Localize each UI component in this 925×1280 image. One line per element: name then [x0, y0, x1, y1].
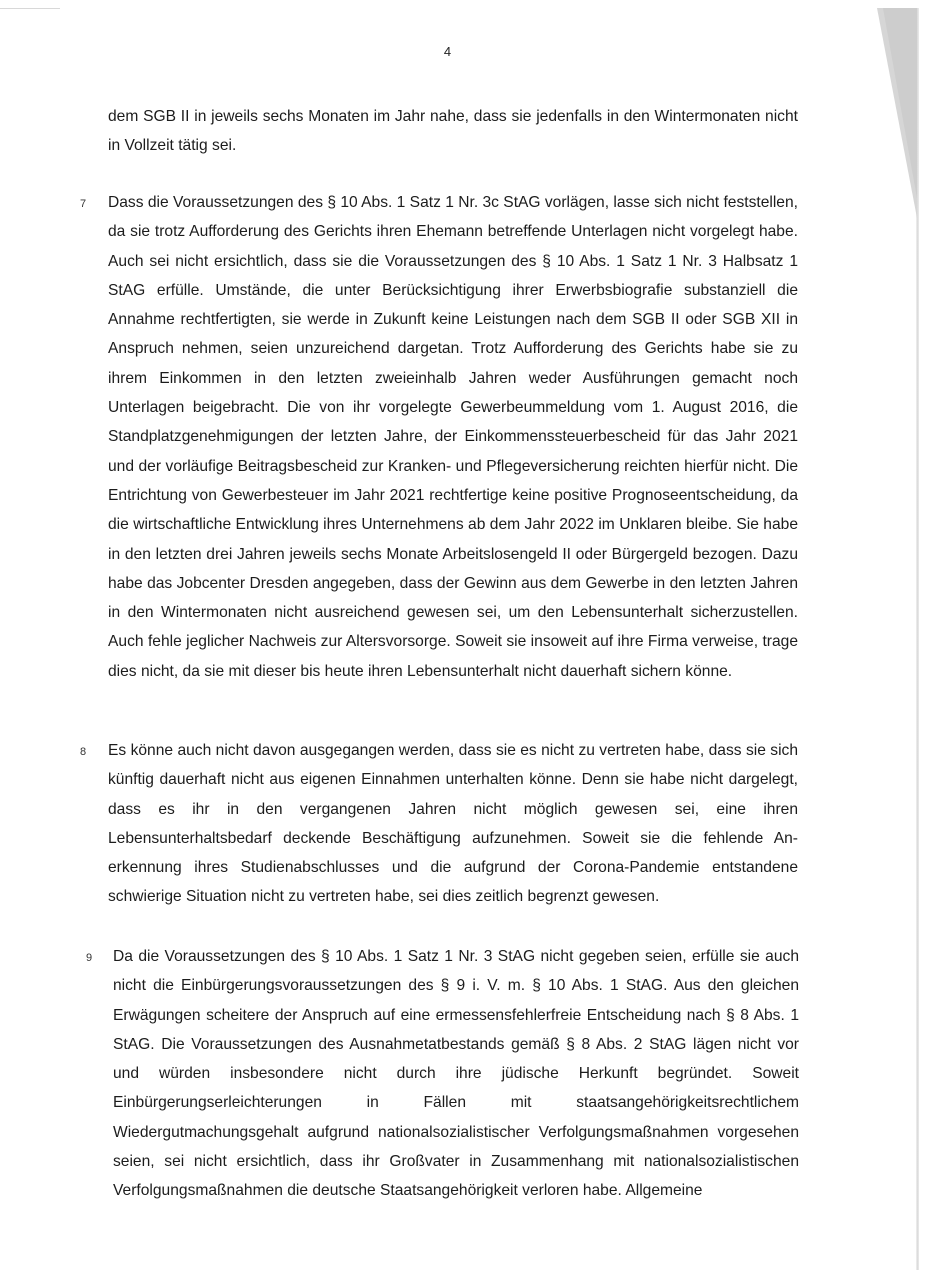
paragraph-number: 7: [80, 198, 87, 210]
paragraph: Da die Voraussetzungen des § 10 Abs. 1 Satz 1 Nr. 3 StAG nicht gegeben seien, erfülle sie auch nicht die Einbürgerungsvoraussetzungen des § 9 i. V. m. § 10 Abs. 1 StAG. Aus den gleichen Erwägungen scheitere der Anspruch auf eine ermessensfehlerfreie Entscheidung nach § 8 Abs. 1 StAG. Die Voraussetzungen des Ausnahmetatbestands gemäß § 8 Abs. 2 StAG lägen nicht vor und würden insbesondere nicht durch ihre jüdische Herkunft begründet. Soweit Einbürgerungserleichterungen in Fällen mit staatsangehörigkeitsrechtlichem Wiedergutmachungsgehalt aufgrund nationalsozialistischer Verfolgungsmaßnahmen vorgesehen seien, sei nicht ersichtlich, dass ihr Großvater in Zusammenhang mit nationalsozialistischen Verfolgungsmaßnahmen die deutsche Staatsangehörigkeit verloren habe. Allgemeine: [113, 948, 799, 1200]
paragraph-number: 8: [80, 746, 87, 758]
page-fold-shadow: [877, 8, 917, 228]
paragraph: Dass die Voraussetzungen des § 10 Abs. 1 Satz 1 Nr. 3c StAG vorlägen, lasse sich nicht feststellen, da sie trotz Aufforderung des Gerichts ihren Ehemann betreffende Unterlagen nicht vorgelegt habe. Auch sei nicht ersichtlich, dass sie die Voraussetzungen des § 10 Abs. 1 Satz 1 Nr. 3 Halbsatz 1 StAG erfülle. Umstände, die unter Berücksichtigung ihrer Erwerbsbiografie substanziell die Annahme rechtfertigten, sie werde in Zukunft keine Leistungen nach dem SGB II oder SGB XII in Anspruch nehmen, seien unzureichend dargetan. Trotz Aufforderung des Gerichts habe sie zu ihrem Einkommen in den letzten zweieinhalb Jahren weder Ausführungen gemacht noch Unterlagen beigebracht. Die von ihr vorgelegte Gewerbeummeldung vom 1. August 2016, die Standplatzgenehmigungen der letzten Jahre, der Einkommenssteuerbescheid für das Jahr 2021 und der vorläufige Beitragsbescheid zur Kranken- und Pflegeversicherung reichten hierfür nicht. Die Entrichtung von Gewerbesteuer im Jahr 2021 rechtfertige keine positive Prognoseentscheidung, da die wirtschaftliche Entwicklung ihres Unternehmens ab dem Jahr 2022 im Unklaren bleibe. Sie habe in den letzten drei Jahren jeweils sechs Monate Arbeitslosengeld II oder Bürgergeld bezogen. Dazu habe das Jobcenter Dresden angegeben, dass der Gewinn aus dem Gewerbe in den letzten Jahren in den Wintermonaten nicht ausreichend gewesen sei, um den Lebensunterhalt sicherzustellen. Auch fehle jeglicher Nachweis zur Altersvorsorge. Soweit sie insoweit auf ihre Firma verweise, trage dies nicht, da sie mit dieser bis heute ihren Lebensunterhalt nicht dauerhaft sichern könne.: [108, 194, 798, 680]
page-number: 4: [443, 44, 452, 59]
scan-edge-top: [0, 8, 60, 9]
paragraph: Es könne auch nicht davon ausgegangen werden, dass sie es nicht zu vertreten habe, dass sie sich künftig dauerhaft nicht aus eigenen Einnahmen unterhalten könne. Denn sie habe nicht dargelegt, dass es ihr in den vergangenen Jahren nicht möglich gewesen sei, eine ihren Lebensunterhaltsbedarf deckende Beschäftigung aufzunehmen. Soweit sie die fehlende Anerkennung ihres Studienabschlusses und die aufgrund der Corona-Pandemie entstandene schwierige Situation nicht zu vertreten habe, sei dies zeitlich begrenzt gewesen.: [108, 742, 798, 906]
paragraph-number: 9: [86, 952, 93, 964]
paragraph-continued: dem SGB II in jeweils sechs Monaten im Jahr nahe, dass sie jedenfalls in den Wintermonaten nicht in Vollzeit tätig sei.: [108, 108, 798, 155]
